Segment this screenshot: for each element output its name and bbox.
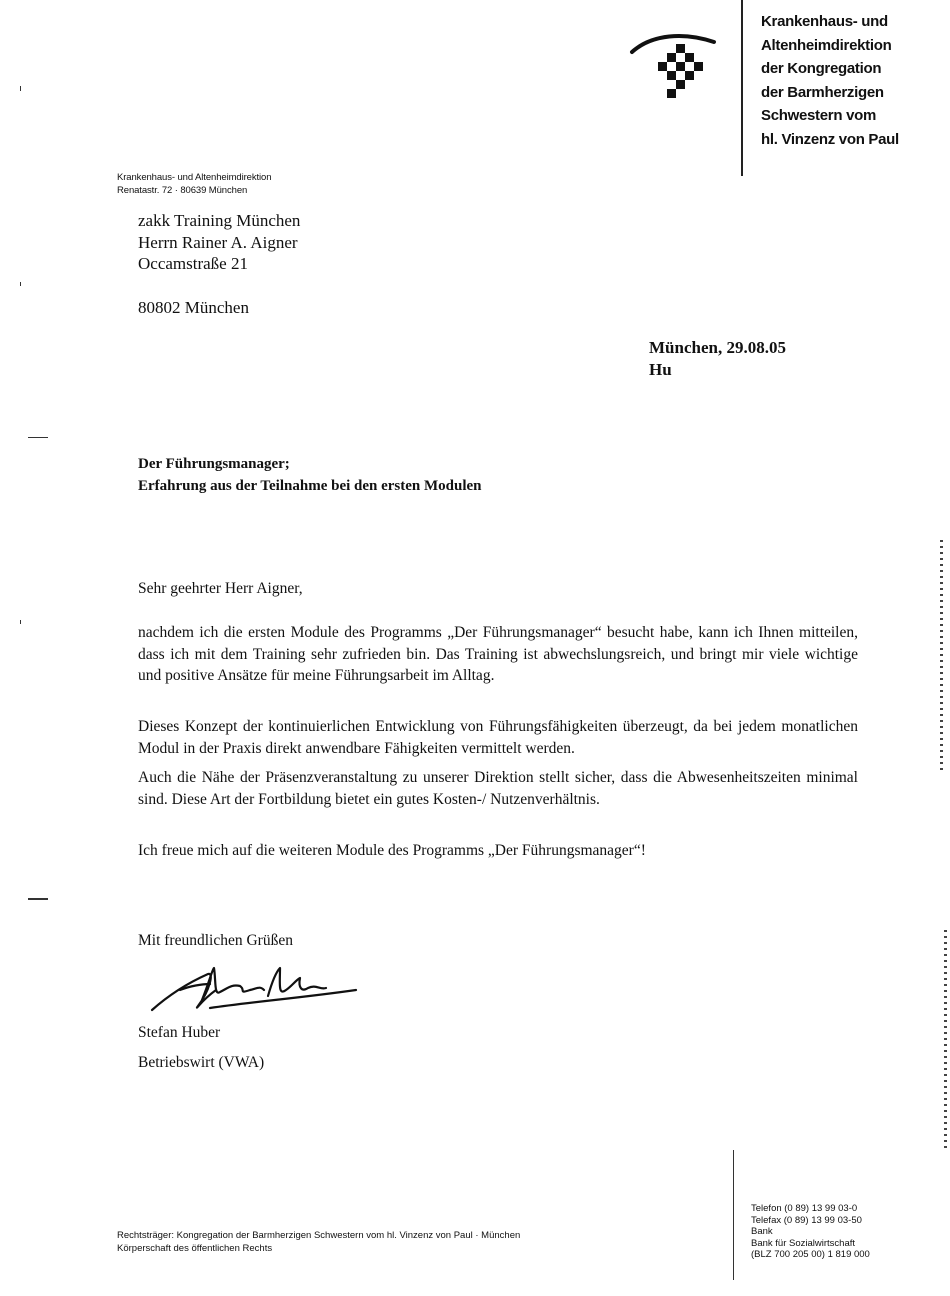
subject <box>138 453 482 497</box>
recipient-address <box>138 210 300 275</box>
organization-name-line: Krankenhaus- und <box>761 13 888 30</box>
organization-name-line: der Barmherzigen <box>761 83 884 101</box>
footer-contact-line: Telefon (0 89) 13 99 03-0 <box>751 1203 858 1214</box>
footer-contact <box>751 1203 870 1261</box>
body-paragraph: Dieses Konzept der kontinuierlichen Entwicklung von Führungsfähigkeiten überzeugt, da bei jedem monatlichen Modul in der Praxis direkt anwendbare Fähigkeiten vermittelt werden. <box>138 718 858 757</box>
margin-mark <box>20 282 21 286</box>
footer-divider <box>733 1150 734 1280</box>
organization-name <box>761 10 946 151</box>
handwritten-signature <box>150 960 360 1022</box>
reference-code: Hu <box>649 360 672 379</box>
footer-legal-line: Körperschaft des öffentlichen Rechts <box>117 1242 273 1254</box>
footer-legal-line: Rechtsträger: Kongregation der Barmherzigen Schwestern vom hl. Vinzenz von Paul · München <box>117 1230 521 1241</box>
sender-address-line: Krankenhaus- und Altenheimdirektion <box>117 172 272 183</box>
margin-mark <box>20 620 21 624</box>
margin-mark <box>20 86 21 91</box>
scan-edge-dots <box>940 540 943 770</box>
fold-mark <box>28 898 48 900</box>
organization-name-line: der Kongregation <box>761 60 882 77</box>
organization-name-line: Altenheimdirektion <box>761 36 892 54</box>
footer-legal <box>117 1230 520 1255</box>
footer-contact-line: Telefax (0 89) 13 99 03-50 <box>751 1214 862 1226</box>
sender-address-line: Renatastr. 72 · 80639 München <box>117 184 248 196</box>
checkered-cross-logo-icon <box>622 26 722 102</box>
scan-edge-dots <box>944 930 947 1150</box>
organization-name-line: Schwestern vom <box>761 107 877 124</box>
letter-date: München, 29.08.05 <box>649 338 786 357</box>
date-block <box>649 337 786 381</box>
body-paragraph: Ich freue mich auf die weiteren Module des Programms „Der Führungsmanager“! <box>138 842 646 859</box>
signer-title: Betriebswirt (VWA) <box>138 1054 265 1071</box>
recipient-line: Herrn Rainer A. Aigner <box>138 232 298 252</box>
footer-contact-line: Bank für Sozialwirtschaft <box>751 1237 856 1249</box>
closing: Mit freundlichen Grüßen <box>138 932 293 949</box>
footer-contact-line: (BLZ 700 205 00) 1 819 000 <box>751 1249 870 1260</box>
signer-name: Stefan Huber <box>138 1024 221 1041</box>
footer-contact-line: Bank <box>751 1226 773 1237</box>
recipient-line: zakk Training München <box>138 211 301 230</box>
fold-mark <box>28 437 48 438</box>
body-paragraph: Auch die Nähe der Präsenzveranstaltung zu unserer Direktion stellt sicher, dass die Abwesenheitszeiten minimal sind. Diese Art der Fortbildung bietet ein gutes Kosten-/ Nutzenverhältnis. <box>138 769 858 808</box>
letterhead-divider <box>741 0 743 176</box>
subject-line: Der Führungsmanager; <box>138 456 290 472</box>
recipient-city: 80802 München <box>138 298 249 317</box>
sender-address <box>117 172 271 197</box>
subject-line: Erfahrung aus der Teilnahme bei den ersten Modulen <box>138 478 482 494</box>
recipient-line: Occamstraße 21 <box>138 254 248 273</box>
salutation: Sehr geehrter Herr Aigner, <box>138 580 303 597</box>
organization-name-line: hl. Vinzenz von Paul <box>761 130 899 148</box>
body-paragraph: nachdem ich die ersten Module des Programms „Der Führungsmanager“ besucht habe, kann ich Ihnen mitteilen, dass ich mit dem Training sehr zufrieden bin. Das Training ist abwechslungsreich, und bringt mir viele wichtige und positive Ansätze für meine Führungsarbeit im Alltag. <box>138 624 858 684</box>
